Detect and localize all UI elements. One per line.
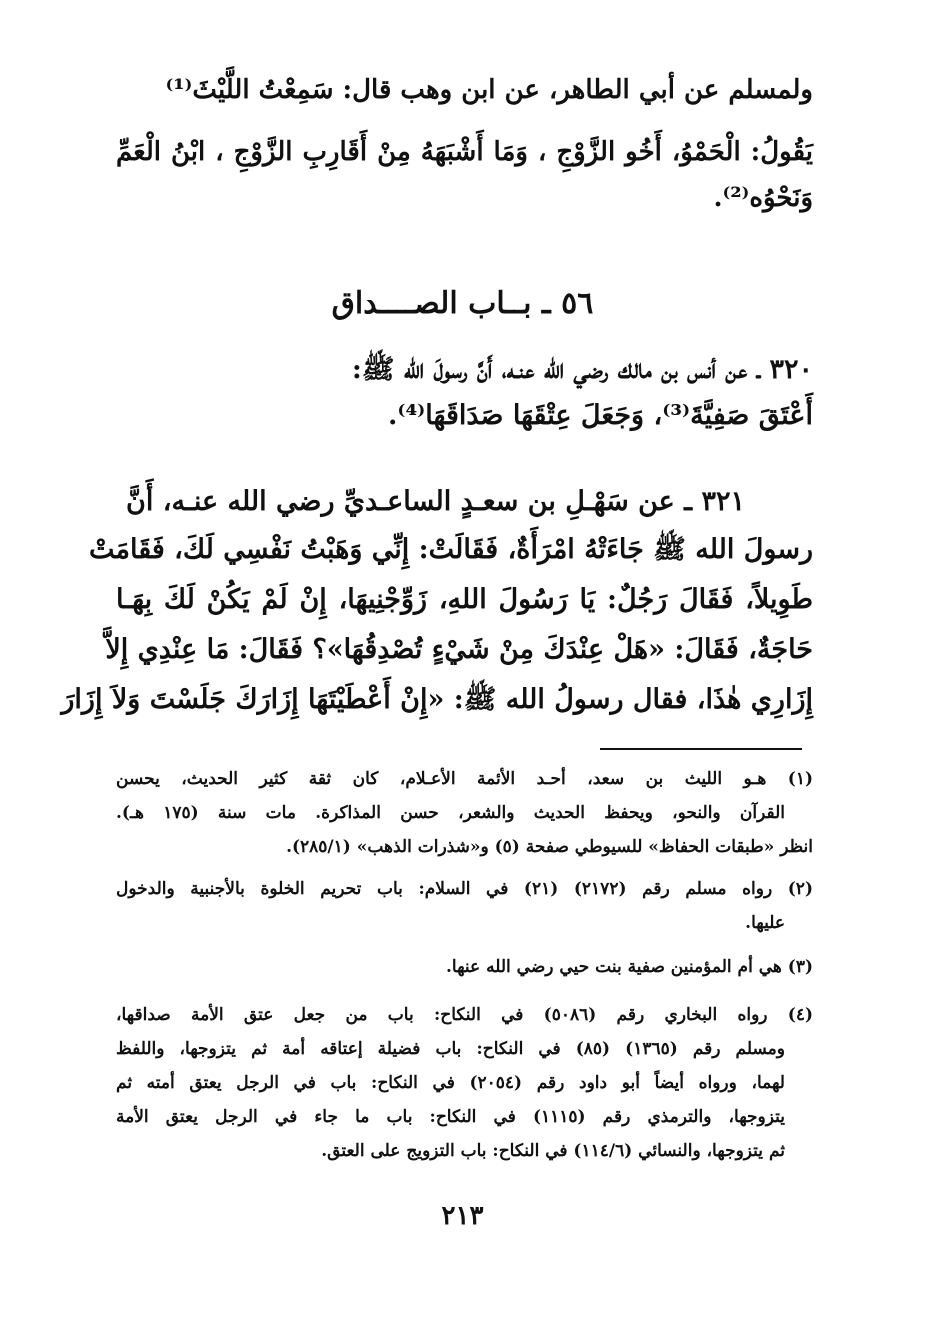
- intro-line-1: ولمسلم عن أبي الطاهر، عن ابن وهب قال: سَمِعْتُ اللَّيْثَ⁽¹⁾: [165, 75, 813, 105]
- intro-line-2: يَقُولُ: الْحَمْوُ، أَخُو الزَّوْجِ ، وَمَا أَشْبَهَهُ مِنْ أَقَارِبِ الزَّوْجِ ، ابْنُ الْعَمِّ: [116, 137, 813, 167]
- footnote-4-line-4: يتزوجها، والترمذي رقم (١١١٥) في النكاح: باب ما جاء في الرجل يعتق الأمة: [116, 1107, 785, 1127]
- hadith-321-line-5: إِزَارِي هٰذَا، فقال رسولُ الله ﷺ: «إِنْ أَعْطَيْتَهَا إِزَارَكَ جَلَسْتَ وَلاَ إِزَارَ: [61, 684, 813, 715]
- footnote-1-line-3: انظر «طبقات الحفاظ» للسيوطي صفحة (٥) و«شذرات الذهب» (٢٨٥/١).: [286, 837, 813, 857]
- page-number: ٢١٣: [441, 1201, 484, 1231]
- hadith-321-line-3: طَوِيلاً، فَقَالَ رَجُلٌ: يَا رَسُولَ اللهِ، زَوِّجْنِيهَا، إِنْ لَمْ يَكُنْ لَكَ بِهَـا: [116, 584, 813, 615]
- footnote-separator: [600, 748, 802, 750]
- footnote-2-line-2: عليها.: [745, 913, 785, 933]
- hadith-320-line-1: ٣٢٠ ـ عن أنس بن مالك رضي الله عنـه، أَنَّ رسولَ الله ﷺ:: [351, 354, 813, 385]
- hadith-321-line-4: حَاجَةٌ، فَقَالَ: «هَلْ عِنْدَكَ مِنْ شَيْءٍ تُصْدِقُهَا»؟ فَقَالَ: مَا عِنْدِي إِلاَّ: [105, 634, 813, 665]
- footnote-1-line-1: (١) هـو الليث بن سعد، أحـد الأئمة الأعـلام، كان ثقة كثير الحديث، يحسن: [116, 769, 813, 789]
- footnote-1-line-2: القرآن والنحو، ويحفظ الحديث والشعر، حسن المذاكرة. مات سنة (١٧٥ هـ).: [116, 803, 785, 823]
- hadith-321-line-2: رسولَ الله ﷺ جَاءَتْهُ امْرَأَةٌ، فَقَالَتْ: إِنِّي وَهَبْتُ نَفْسِي لَكَ، فَقَامَتْ: [89, 534, 813, 565]
- footnote-4-line-1: (٤) رواه البخاري رقم (٥٠٨٦) في النكاح: باب من جعل عتق الأمة صداقها،: [116, 1005, 813, 1025]
- chapter-heading: ٥٦ ـ بــاب الصــــداق: [331, 286, 594, 321]
- hadith-320-line-2: أَعْتَقَ صَفِيَّةَ⁽³⁾، وَجَعَلَ عِتْقَهَا صَدَاقَهَا⁽⁴⁾.: [387, 400, 813, 431]
- footnote-2-line-1: (٢) رواه مسلم رقم (٢١٧٢) (٢١) في السلام: باب تحريم الخلوة بالأجنبية والدخول: [116, 879, 813, 899]
- footnote-3-line-1: (٣) هي أم المؤمنين صفية بنت حيي رضي الله عنها.: [445, 957, 813, 977]
- intro-line-3: وَنَحْوُه⁽²⁾.: [713, 183, 813, 213]
- footnote-4-line-2: ومسلم رقم (١٣٦٥) (٨٥) في النكاح: باب فضيلة إعتاقه أمة ثم يتزوجها، واللفظ: [116, 1039, 785, 1059]
- footnote-4-line-5: ثم يتزوجها، والنسائي (١١٤/٦) في النكاح: باب التزويج على العتق.: [321, 1141, 785, 1161]
- hadith-321-line-1: ٣٢١ ـ عن سَهْـلِ بن سعـدٍ الساعـديِّ رضي الله عنـه، أَنَّ: [126, 486, 745, 517]
- footnote-4-line-3: لهما، ورواه أيضاً أبو داود رقم (٢٠٥٤) في النكاح: باب في الرجل يعتق أمته ثم: [116, 1073, 785, 1093]
